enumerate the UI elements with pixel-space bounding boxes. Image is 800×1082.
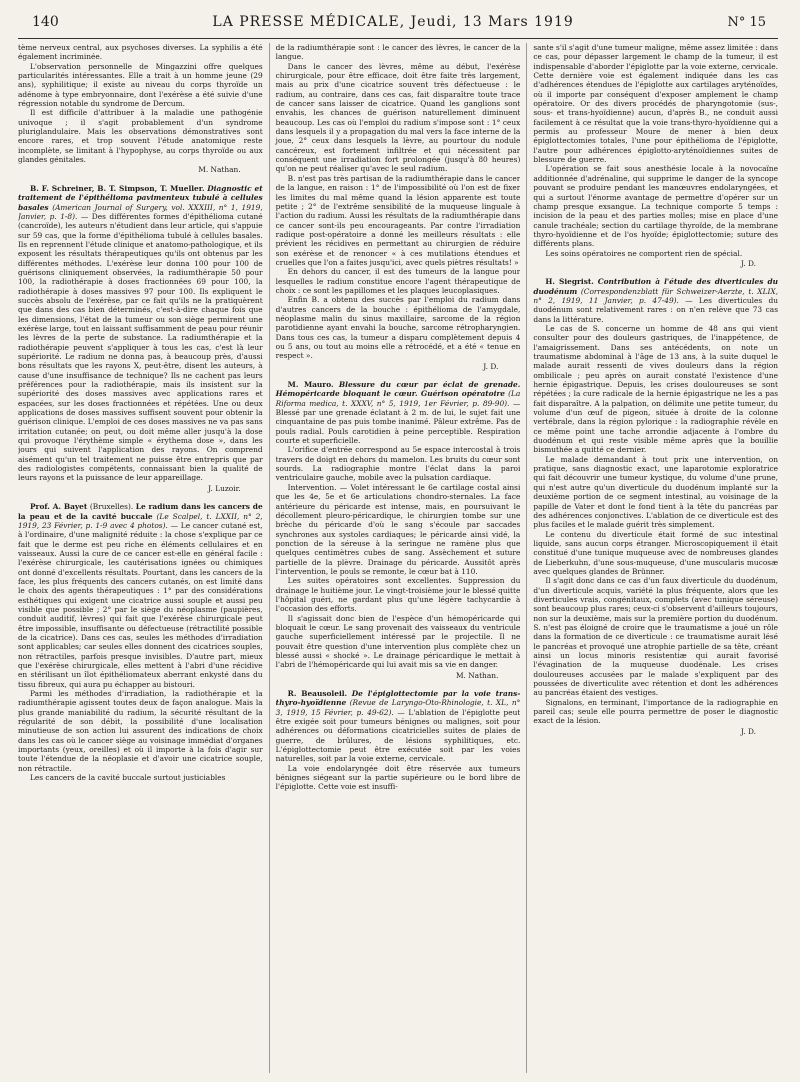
article-mauro [276,380,521,445]
journal-title: LA PRESSE MÉDICALE, Jeudi, 13 Mars 1919 [212,14,574,30]
paragraph: L'observation personnelle de Mingazzini offre quelques particularités intéressantes. Elle a trait à un homme jeune (29 ans), syphilitique; il existe au niveau du corps thyroïde un adénome à type embryonnaire, dont l'exérèse a été suivie d'une régression notable du syndrome de Dercum. [18,61,263,109]
paragraph: Signalons, en terminant, l'importance de la radiographie en pareil cas; seule elle pourra permettre de poser le diagnostic exact de la lésion. [533,697,779,726]
article-source: (La Riforma medica, t. XXXV, n° 5, 1919, 1er Février, p. 89-90). [275,389,521,408]
article-authors: B. F. Schreiner, B. T. Simpson, T. Mueller. [30,183,205,193]
header-rule [18,38,778,39]
paragraph: sante s'il s'agit d'une tumeur maligne, même assez limitée : dans ce cas, pour dépasser largement le champ de la tumeur, il est indispensable d'aborder l'épiglotte par la voie externe, cervicale. Cette dernière voie est également indiquée dans les cas d'adhérences étendues de l'épiglotte aux cartilages aryténoïdes, où il importe par conséquent d'exposer amplement le champ opératoire. Or des divers procédés de pharyngotomie (sus-, sous- et trans-hyoïdienne) aucun, d'après B., ne conduit aussi facilement à ce résultat que la voie trans-thyro-hyoïdienne qui a permis au professeur Moure de mener à bien deux épiglottectomies totales, l'une pour épithélioma de l'épiglotte, l'autre pour adhérences épiglotto-aryténoïdiennes suites de blessure de guerre. [533,43,779,165]
signature: J. D. [740,726,757,736]
article-authors: R. Beausoleil. [287,689,348,699]
paragraph: Les suites opératoires sont excellentes. Suppression du drainage le huitième jour. Le vingt-troisième jour le blessé quitte l'hôpital guéri, ne gardant plus qu'une légère tachycardie à l'occasion des efforts. [275,576,521,614]
article-title: Contribution à l'étude des diverticules du duodénum [533,277,778,296]
paragraph: L'opération se fait sous anesthésie locale à la novocaïne additionnée d'adrénaline, qui supprime le danger de la syncope pouvant se produire pendant les manœuvres endolaryngées, et qui a surtout l'énorme avantage de permettre d'opérer sur un champ presque exsangue. La technique comporte 5 temps : incision de la peau et des parties molles; mise en place d'une canule trachéale; section du cartilage thyroïde, de la membrane thyro-hyoïdienne et de l'os hyoïde; épiglottectomie; suture des différents plans. [533,164,779,249]
article-title: Diagnostic et traitement de l'épithélioma pavimenteux tubulé à cellules basales [18,183,263,212]
article-beausoleil [276,689,521,764]
article-place: (Bruxelles). [89,502,134,512]
article-title: Blessure du cœur par éclat de grenade. Hémopéricarde bloquant le cœur. Guérison opératoire [275,380,521,399]
paragraph: Le malade demandant à tout prix une intervention, on pratique, sans diagnostic exact, une laparotomie exploratrice qui fait découvrir une tumeur kystique, du volume d'une prune, qui n'est autre qu'un diverticule du duodénum implanté sur la deuxième portion de ce segment intestinal, au voisinage de la papille de Vater et dont le fond tient à la tête du pancréas par des adhérences conjonctives. L'ablation de ce diverticule est des plus faciles et le malade guérit très simplement. [533,454,779,530]
page-header [18,14,778,36]
article-bayet [18,502,263,689]
article-text: — Le cancer cutané est, à l'ordinaire, d'une malignité réduite : la chose s'explique par ce fait que le derme est peu riche en éléments cellulaires et en vaisseaux. Aussi la cure de ce cancer est-elle en général facile : l'exérèse chirurgicale, les cautérisations ignées ou chimiques ont donné d'excellents résultats. Pourtant, dans les cancers de la face, les plus fréquents des cancers cutanés, on est limité dans le choix des agents thérapeutiques : 1° par des considérations esthétiques qui exigent une cicatrice aussi souple et aussi peu visible que possible ; 2° par le siège du néoplasme (paupières, conduit auditif, lèvres) qui fait que l'exérèse chirurgicale peut être impossible, insuffisante ou défectueuse (rétractilité possible de la cicatrice). Dans ces cas, seules les méthodes d'irradiation sont applicables; car seules elles donnent des cicatrices souples, non rétractiles, parfois presque invisibles. D'autre part, mieux que l'exérèse chirurgicale, elles mettent à l'abri d'une récidive en stérilisant un îlot épithéliomateux aberrant enkysté dans du tissu fibreux, qui aura pu échapper au bistouri. [18,520,263,689]
paragraph: Il s'agissait donc bien de l'espèce d'un hémopéricarde qui bloquait le cœur. Le sang provenait des vaisseaux du ventricule gauche superficiellement intéressé par le projectile. Il ne pouvait être question d'une intervention plus complète chez un blessé aussi « shocké ». Le drainage péricardique le mettait à l'abri de l'hémopéricarde qui lui avait mis sa vie en danger. [275,613,521,670]
article-authors: H. Siegrist. [545,277,594,287]
paragraph: Il s'agit donc dans ce cas d'un faux diverticule du duodénum, d'un diverticule acquis, variété la plus fréquente, alors que les diverticules vrais, congénitaux, complets (avec tunique séreuse) sont beaucoup plus rares; ceux-ci s'observent d'ailleurs toujours, non sur la deuxième, mais sur la première portion du duodénum. S. n'est pas éloigné de croire que le traumatisme a joué un rôle dans la formation de ce diverticule : ce traumatisme aurait lésé le pancréas et provoqué une atrophie partielle de sa tête, créant ainsi un locus minoris resistentiæ qui aurait favorisé l'évagination de la muqueuse duodénale. Les crises douloureuses accusées par le malade s'expliquent par des poussées de diverticulite avec rétention et dont les adhérences au pancréas étaient des vestiges. [533,576,779,698]
paragraph: B. n'est pas très partisan de la radiumthérapie dans le cancer de la langue, en raison : 1° de l'impossibilité où l'on est de fixer les limites du mal même quand la lésion apparente est toute petite ; 2° de l'extrême sensibilité de la muqueuse linguale à l'action du radium. Aussi les résultats de la radiumthérapie dans ce cancer sont-ils peu encourageants. Par contre l'irradiation radique post-opératoire a donné les meilleurs résultats : elle prévient les récidives en permettant au chirurgien de réduire son exérèse et de renoncer « à ces mutilations étendues et cruelles que l'on a faites jusqu'ici, avec quels piètres résultats! » [275,173,521,267]
paragraph: de la radiumthérapie sont : le cancer des lèvres, le cancer de la langue. [275,43,521,62]
article-source: (Correspondenzblatt für Schweizer-Aerzte, t. XLIX, n° 2, 1919, 11 Janvier, p. 47-49). [533,286,779,305]
article-source: (Revue de Laryngo-Oto-Rhinologie, t. XL, n° 3, 1919, 15 Février, p. 49-62). [275,698,521,717]
article-text: — Blessé par une grenade éclatant à 2 m. de lui, le sujet fait une cinquantaine de pas puis tombe inanimé. Pâleur extrême. Pas de pouls radial. Pouls carotidien à peine perceptible. Respiration courte et superficielle. [275,398,521,446]
paragraph: Dans le cancer des lèvres, même au début, l'exérèse chirurgicale, pour être efficace, doit être faite très largement, mais au prix d'une cicatrice souvent très défectueuse : le radium, au contraire, dans ces cas, fait disparaître toute trace de cancer sans laisser de cicatrice. Quand les ganglions sont envahis, les chances de guérison naturellement diminuent beaucoup. Les cas où l'emploi du radium s'impose sont : 1° ceux dans lesquels il y a propagation du mal vers la face interne de la joue, 2° ceux dans lesquels la lèvre, au pourtour du nodule cancéreux, est fortement infiltrée et qui nécessitent par conséquent une irradiation fort prolongée (jusqu'à 80 heures) qu'on ne peut réaliser qu'avec le seul radium. [275,61,521,174]
paragraph: Enfin B. a obtenu des succès par l'emploi du radium dans d'autres cancers de la bouche : épithélioma de l'amygdale, néoplasme malin du sinus maxillaire, sarcome de la région parotidienne ayant envahi la bouche, sarcome rétropharyngien. Dans tous ces cas, la tumeur a disparu complètement depuis 4 ou 5 ans, ou tout au moins elle a rétrocédé, et a été « tenue en respect ». [275,295,521,361]
article-source: (American Journal of Surgery, vol. XXXIII, n° 1, 1919, Janvier, p. 1-8). [18,202,263,221]
page-number: 140 [32,14,59,30]
article-source: (Le Scalpel, t. LXXII, n° 2, 1919, 23 Février, p. 1-9 avec 4 photos). [18,511,263,530]
article-siegrist [533,277,778,324]
paragraph: Il est difficile d'attribuer à la maladie une pathogénie univoque ; il s'agit probablement d'un syndrome pluriglandulaire. Mais les observations démonstratives sont encore rares, et trop souvent l'étude anatomique reste incomplète, se limitant à l'hypophyse, au corps thyroïde ou aux glandes génitales. [18,108,263,165]
signature: J. D. [483,361,499,371]
issue-number: N° 15 [727,15,766,30]
paragraph: tème nerveux central, aux psychoses diverses. La syphilis a été également incriminée. [18,43,263,62]
signature: M. Nathan. [198,165,241,175]
paragraph: La voie endolaryngée doit être réservée aux tumeurs bénignes siégeant sur la partie supérieure ou le bord libre de l'épiglotte. Cette voie est insuffi- [275,763,521,792]
signature: J. D. [740,258,757,268]
column-3 [526,43,778,1073]
columns [18,43,778,1073]
article-text: — Les diverticules du duodénum sont relativement rares : on n'en relève que 73 cas dans la littérature. [533,295,779,324]
article-text: — L'ablation de l'épiglotte peut être exigée soit pour tumeurs bénignes ou malignes, soit pour adhérences ou déformations cicatricielles suites de plaies de guerre, de brûlures, de lésions syphilitiques, etc. L'épiglottectomie peut être exécutée soit par les voies naturelles, soit par la voie externe, cervicale. [275,707,521,764]
signature: M. Nathan. [455,670,499,680]
signature: J. Luzoir. [208,483,241,493]
article-title: De l'épiglottectomie par la voie trans-thyro-hyoïdienne [275,689,521,708]
paragraph: Le contenu du diverticule était formé de suc intestinal liquide, sans aucun corps étranger. Microscopiquement il était constitué d'une tunique muqueuse avec de nombreuses glandes de Lieberkuhn, d'une sous-muqueuse, d'une muscularis mucosæ avec quelques glandes de Brünner. [533,529,779,576]
paragraph: Les soins opératoires ne comportent rien de spécial. [545,248,743,258]
article-authors: M. Mauro. [287,380,334,390]
article-schreiner [18,184,263,483]
article-authors: Prof. A. Bayet [30,502,88,512]
paragraph: Parmi les méthodes d'irradiation, la radiothérapie et la radiumthérapie agissent toutes deux de façon analogue. Mais la plus grande maniabilité du radium, la sécurité résultant de la régularité de son débit, la possibilité d'une localisation minutieuse de son action lui assurent des indications de choix dans les cas où le cancer siège au voisinage immédiat d'organes importants (yeux, oreilles) et où il importe à la fois d'agir sur toute l'étendue de la néoplasie et d'avoir une cicatrice souple, non rétractile. [18,689,263,773]
paragraph: En dehors du cancer, il est des tumeurs de la langue pour lesquelles le radium constitue encore l'agent thérapeutique de choix : ce sont les papillomes et les plaques leucoplasiques. [275,267,521,295]
column-2 [269,43,521,1073]
paragraph: Intervention. — Volet intéressant le 6e cartilage costal ainsi que les 4e, 5e et 6e articulations chondro-sternales. La face antérieure du péricarde est intense, mais, en poursuivant le décollement pleuro-péricardique, le chirurgien tombe sur une brèche du péricarde d'où le sang s'écoule par saccades synchrones aux systoles cardiaques; le péricarde ainsi vidé, la ponction de la séreuse à la seringue ne ramène plus que quelques centimètres cubes de sang. Assèchement et suture partielle de la plèvre. Drainage du péricarde. Aussitôt après l'intervention, le pouls se remonte, le cœur bat à 110. [275,482,521,576]
article-text: — Des différentes formes d'épithélioma cutané (cancroïde), les auteurs n'étudient dans leur article, qui s'appuie sur 59 cas, que la forme d'épithélioma tubulé à cellules basales. Ils en reprennent l'étude clinique et anatomo-pathologique, et ils exposent les résultats thérapeutiques qu'ils ont obtenus par les différentes méthodes. L'exérèse leur donna 100 pour 100 de guérisons cliniquement observées, la radiumthérapie 50 pour 100, la radiothérapie à doses fractionnées 69 pour 100, la radiothérapie à doses massives 97 pour 100. Ils expliquent le succès absolu de l'exérèse, par ce fait qu'ils ne la pratiquèrent que dans des cas bien déterminés, c'est-à-dire chaque fois que les dimensions, l'état de la tumeur ou son siège permirent une exérèse large, tout en laissant suffisamment de peau pour réunir les lèvres de la perte de substance. La radiumthérapie et la radiothérapie peuvent s'appliquer à tous les cas, c'est là leur supériorité. Le radium ne donna pas, à beaucoup près, d'aussi bons résultats que les rayons X, peut-être, disent les auteurs, à cause d'une insuffisance de technique? Ils ne cachent pas leurs préférences pour la radiothérapie, mais ils insistent sur la supériorité des doses massives avec applications rares et espacées, sur les doses fractionnées et répétées. Une ou deux applications de doses massives suffisent souvent pour obtenir la guérison clinique. L'emploi de ces doses massives ne va pas sans irritation cutanée; on peut, ou doit même aller jusqu'à la dose qui provoque l'érythème simple « érythema dose », dans les jours qui suivent l'application des rayons. On comprend aisément qu'un tel traitement ne puisse être entrepris que par des radiologistes compétents, connaissant bien la qualité de leurs rayons et la puissance de leur appareillage. [18,211,263,483]
paragraph: Les cancers de la cavité buccale surtout justiciables [30,773,226,783]
article-title: Le radium dans les cancers de la peau et de la cavité buccale [18,502,263,521]
paragraph: Le cas de S. concerne un homme de 48 ans qui vient consulter pour des douleurs gastriques, de l'inappétence, de l'amaigrissement. Dans ses antécédents, on note un traumatisme abdominal à l'âge de 13 ans, à la suite duquel le malade aurait ressenti de vives douleurs dans la région ombilicale ; peu après on aurait constaté l'existence d'une hernie épigastrique. Depuis, les crises douloureuses se sont répétées ; la cure radicale de la hernie épigastrique ne les a pas fait disparaître. A la palpation, on délimite une petite tumeur, du volume d'un œuf de pigeon, située à droite de la colonne vertébrale, dans la région pylorique : la radiographie révèle en ce même point une tache arrondie adjacente à l'ombre du duodénum et qui reste visible même après que la bouillie bismuthée a quitté ce dernier. [533,323,779,455]
paragraph: L'orifice d'entrée correspond au 5e espace intercostal à trois travers de doigt en dehors du mamelon. Les bruits du cœur sont sourds. La radiographie montre l'éclat dans la paroi ventriculaire gauche, mobile avec la pulsation cardiaque. [275,445,521,483]
column-1 [18,43,263,1073]
